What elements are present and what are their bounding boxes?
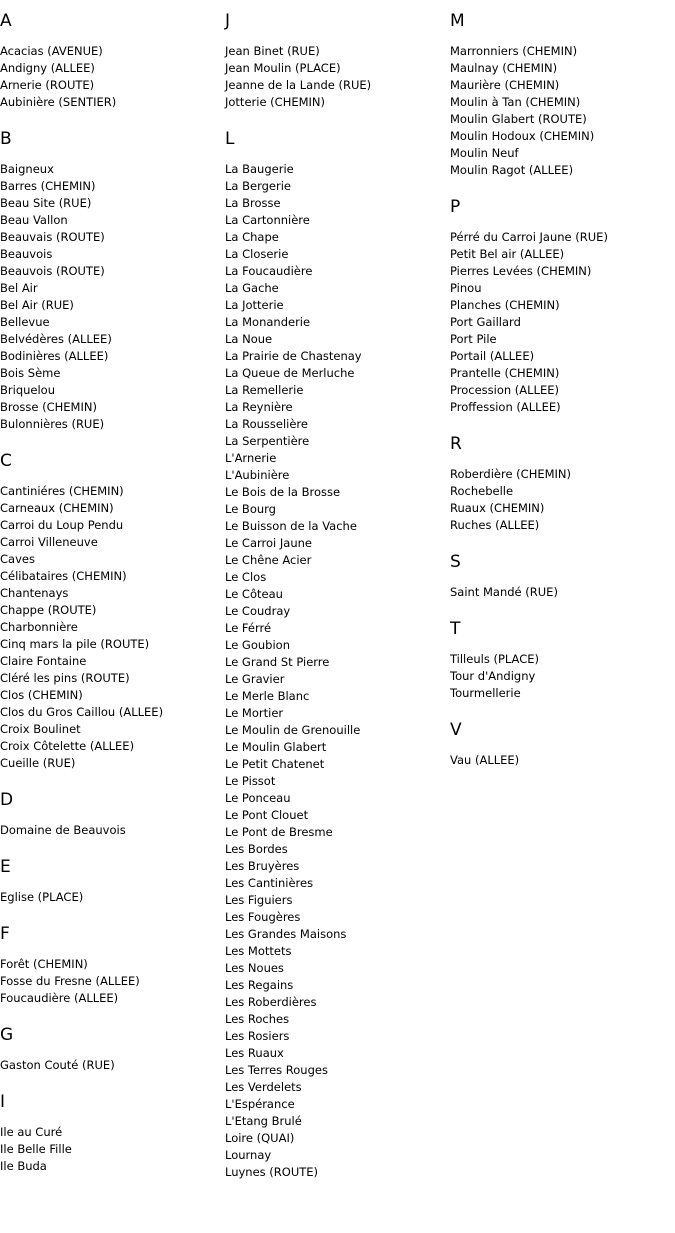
street-link[interactable]: La Closerie [225,247,289,261]
section-letter-heading: E [0,857,11,877]
street-link[interactable]: Le Ponceau [225,791,291,805]
section-letter-heading: T [450,619,461,639]
street-link[interactable]: Le Mortier [225,706,284,720]
street-link[interactable]: L'Etang Brulé [225,1114,302,1128]
street-link[interactable]: Croix Côtelette (ALLEE) [0,739,135,753]
street-link[interactable]: Foucaudière (ALLEE) [0,991,119,1005]
letter-section [0,10,225,111]
section-letter-heading: V [450,720,462,740]
section-letter-heading: G [0,1025,14,1045]
street-link[interactable]: Les Regains [225,978,294,992]
street-link[interactable]: Bel Air (RUE) [0,298,74,312]
street-link[interactable]: Aubinière (SENTIER) [0,95,117,109]
street-link[interactable]: Claire Fontaine [0,654,87,668]
street-link[interactable]: La Cartonnière [225,213,310,227]
street-link[interactable]: Jean Moulin (PLACE) [225,61,341,75]
street-link[interactable]: Le Moulin Glabert [225,740,327,754]
street-link[interactable]: Le Buisson de la Vache [225,519,357,533]
street-link[interactable]: Le Férré [225,621,272,635]
street-link[interactable]: Fosse du Fresne (ALLEE) [0,974,140,988]
letter-section [0,1091,225,1175]
street-link[interactable]: Bel Air [0,281,38,295]
street-link[interactable]: Moulin à Tan (CHEMIN) [450,95,581,109]
street-link[interactable]: Le Bois de la Brosse [225,485,341,499]
street-link[interactable]: Procession (ALLEE) [450,383,559,397]
street-link[interactable]: Prantelle (CHEMIN) [450,366,560,380]
street-link[interactable]: La Chape [225,230,279,244]
street-link[interactable]: Pinou [450,281,482,295]
street-link[interactable]: Ruches (ALLEE) [450,518,540,532]
street-link[interactable]: Domaine de Beauvois [0,823,126,837]
section-letter-heading: B [0,129,12,149]
street-link[interactable]: Vau (ALLEE) [450,753,520,767]
street-link[interactable]: Le Petit Chatenet [225,757,325,771]
letter-section [0,450,225,772]
section-letter-heading: J [225,11,231,31]
street-link[interactable]: La Foucaudière [225,264,313,278]
letter-section [0,1024,225,1074]
street-link[interactable]: Le Chêne Acier [225,553,312,567]
index-column-2 [225,10,450,1198]
street-link[interactable]: Le Grand St Pierre [225,655,330,669]
street-link[interactable]: Le Pissot [225,774,276,788]
street-link[interactable]: Pérré du Carroi Jaune (RUE) [450,230,608,244]
street-link[interactable]: Moulin Hodoux (CHEMIN) [450,129,595,143]
street-link[interactable]: Le Carroi Jaune [225,536,312,550]
street-link[interactable]: Clos du Gros Caillou (ALLEE) [0,705,164,719]
street-link[interactable]: Bodinières (ALLEE) [0,349,109,363]
section-letter-heading: S [450,552,461,572]
street-link[interactable]: Briquelou [0,383,55,397]
street-link[interactable]: La Brosse [225,196,281,210]
street-link[interactable]: Andigny (ALLEE) [0,61,95,75]
street-link[interactable]: Arnerie (ROUTE) [0,78,95,92]
street-link[interactable]: Beau Site (RUE) [0,196,92,210]
street-link[interactable]: Le Bourg [225,502,276,516]
section-letter-heading: M [450,11,465,31]
section-letter-heading: I [0,1092,6,1112]
street-link[interactable]: Chappe (ROUTE) [0,603,97,617]
street-link[interactable]: Les Rosiers [225,1029,290,1043]
street-link[interactable]: Luynes (ROUTE) [225,1165,319,1179]
street-link[interactable]: Le Côteau [225,587,283,601]
street-link[interactable]: Forêt (CHEMIN) [0,957,88,971]
street-link[interactable]: Le Goubion [225,638,290,652]
letter-section [0,923,225,1007]
section-letter-heading: D [0,790,14,810]
index-column-1 [0,10,225,1192]
street-link[interactable]: L'Arnerie [225,451,277,465]
street-link[interactable]: Moulin Ragot (ALLEE) [450,163,574,177]
letter-section [0,128,225,433]
section-letter-heading: F [0,924,10,944]
street-link[interactable]: L'Espérance [225,1097,295,1111]
letter-section [225,10,450,111]
street-link[interactable]: Proffession (ALLEE) [450,400,561,414]
street-link[interactable]: Les Noues [225,961,284,975]
street-link[interactable]: Carroi Villeneuve [0,535,98,549]
street-link[interactable]: Les Roches [225,1012,290,1026]
street-link[interactable]: Bellevue [0,315,50,329]
street-link[interactable]: Tilleuls (PLACE) [450,652,540,666]
street-link[interactable]: Jotterie (CHEMIN) [225,95,326,109]
letter-section [0,789,225,839]
street-link[interactable]: Ruaux (CHEMIN) [450,501,545,515]
street-link[interactable]: La Monanderie [225,315,311,329]
street-link[interactable]: Le Coudray [225,604,291,618]
section-letter-heading: C [0,451,12,471]
street-link[interactable]: La Reynière [225,400,293,414]
street-link[interactable]: La Prairie de Chastenay [225,349,362,363]
street-link[interactable]: Le Moulin de Grenouille [225,723,361,737]
street-link[interactable]: Beauvais (ROUTE) [0,230,105,244]
street-link[interactable]: Port Gaillard [450,315,521,329]
index-column-3 [450,10,675,786]
street-link[interactable]: Tourmellerie [450,686,521,700]
street-link[interactable]: Les Figuiers [225,893,293,907]
letter-section [450,10,675,179]
street-link[interactable]: Loire (QUAI) [225,1131,295,1145]
letter-section [450,196,675,416]
street-link[interactable]: Les Grandes Maisons [225,927,347,941]
street-link[interactable]: Les Terres Rouges [225,1063,328,1077]
letter-section [450,551,675,601]
letter-section [450,433,675,534]
street-link[interactable]: Bulonnières (RUE) [0,417,105,431]
street-link[interactable]: La Gache [225,281,279,295]
street-link[interactable]: Barres (CHEMIN) [0,179,96,193]
street-link[interactable]: La Queue de Merluche [225,366,355,380]
letter-section [450,618,675,702]
street-link[interactable]: Tour d'Andigny [450,669,536,683]
street-link[interactable]: Saint Mandé (RUE) [450,585,558,599]
letter-section [225,128,450,1181]
street-link[interactable]: Pierres Levées (CHEMIN) [450,264,592,278]
street-link[interactable]: Charbonnière [0,620,78,634]
street-link[interactable]: La Jotterie [225,298,284,312]
street-link[interactable]: Jean Binet (RUE) [225,44,320,58]
street-link[interactable]: Bois Sème [0,366,61,380]
street-link[interactable]: Le Pont de Bresme [225,825,333,839]
street-link[interactable]: Ile Belle Fille [0,1142,72,1156]
section-letter-heading: P [450,197,461,217]
street-link[interactable]: Carroi du Loup Pendu [0,518,124,532]
street-link[interactable]: Jeanne de la Lande (RUE) [225,78,372,92]
letter-section [450,719,675,769]
street-link[interactable]: Les Roberdières [225,995,317,1009]
street-link[interactable]: Baigneux [0,162,54,176]
letter-section [0,856,225,906]
street-link[interactable]: Marronniers (CHEMIN) [450,44,578,58]
street-link[interactable]: Brosse (CHEMIN) [0,400,97,414]
street-link[interactable]: Beauvois (ROUTE) [0,264,105,278]
street-link[interactable]: Belvédères (ALLEE) [0,332,112,346]
street-link[interactable]: Rochebelle [450,484,514,498]
street-link[interactable]: Croix Boulinet [0,722,81,736]
street-link[interactable]: La Baugerie [225,162,294,176]
street-link[interactable]: Ile au Curé [0,1125,63,1139]
street-link[interactable]: Le Clos [225,570,267,584]
street-link[interactable]: Roberdière (CHEMIN) [450,467,572,481]
street-link[interactable]: Beau Vallon [0,213,68,227]
street-link[interactable]: Portail (ALLEE) [450,349,535,363]
street-link[interactable]: Port Pile [450,332,497,346]
section-letter-heading: R [450,434,462,454]
street-link[interactable]: Les Verdelets [225,1080,302,1094]
street-link[interactable]: L'Aubinière [225,468,290,482]
street-link[interactable]: Beauvois [0,247,53,261]
street-link[interactable]: Moulin Glabert (ROUTE) [450,112,587,126]
street-link[interactable]: Cléré les pins (ROUTE) [0,671,130,685]
street-link[interactable]: Le Merle Blanc [225,689,310,703]
street-link[interactable]: Clos (CHEMIN) [0,688,83,702]
street-link[interactable]: Chantenays [0,586,69,600]
street-link[interactable]: Les Bordes [225,842,288,856]
street-link[interactable]: Cantiniéres (CHEMIN) [0,484,124,498]
street-link[interactable]: Les Mottets [225,944,292,958]
street-link[interactable]: Lournay [225,1148,272,1162]
street-link[interactable]: La Noue [225,332,273,346]
street-link[interactable]: Cueille (RUE) [0,756,76,770]
street-link[interactable]: Ile Buda [0,1159,47,1173]
street-link[interactable]: Les Cantinières [225,876,314,890]
street-link[interactable]: Moulin Neuf [450,146,519,160]
street-link[interactable]: Le Pont Clouet [225,808,309,822]
street-link[interactable]: La Remellerie [225,383,304,397]
street-link[interactable]: La Bergerie [225,179,291,193]
street-link[interactable]: Petit Bel air (ALLEE) [450,247,565,261]
street-link[interactable]: Cinq mars la pile (ROUTE) [0,637,150,651]
street-link[interactable]: Planches (CHEMIN) [450,298,560,312]
street-link[interactable]: Célibataires (CHEMIN) [0,569,127,583]
street-link[interactable]: Le Gravier [225,672,285,686]
street-link[interactable]: Caves [0,552,35,566]
street-link[interactable]: La Serpentière [225,434,310,448]
street-link[interactable]: Carneaux (CHEMIN) [0,501,114,515]
street-link[interactable]: Maulnay (CHEMIN) [450,61,558,75]
street-link[interactable]: Acacias (AVENUE) [0,44,103,58]
section-letter-heading: L [225,129,235,149]
street-link[interactable]: Les Fougères [225,910,301,924]
street-link[interactable]: Les Bruyères [225,859,300,873]
street-link[interactable]: Eglise (PLACE) [0,890,84,904]
section-letter-heading: A [0,11,12,31]
street-link[interactable]: La Rousselière [225,417,308,431]
street-link[interactable]: Maurière (CHEMIN) [450,78,560,92]
street-link[interactable]: Les Ruaux [225,1046,284,1060]
street-link[interactable]: Gaston Couté (RUE) [0,1058,115,1072]
